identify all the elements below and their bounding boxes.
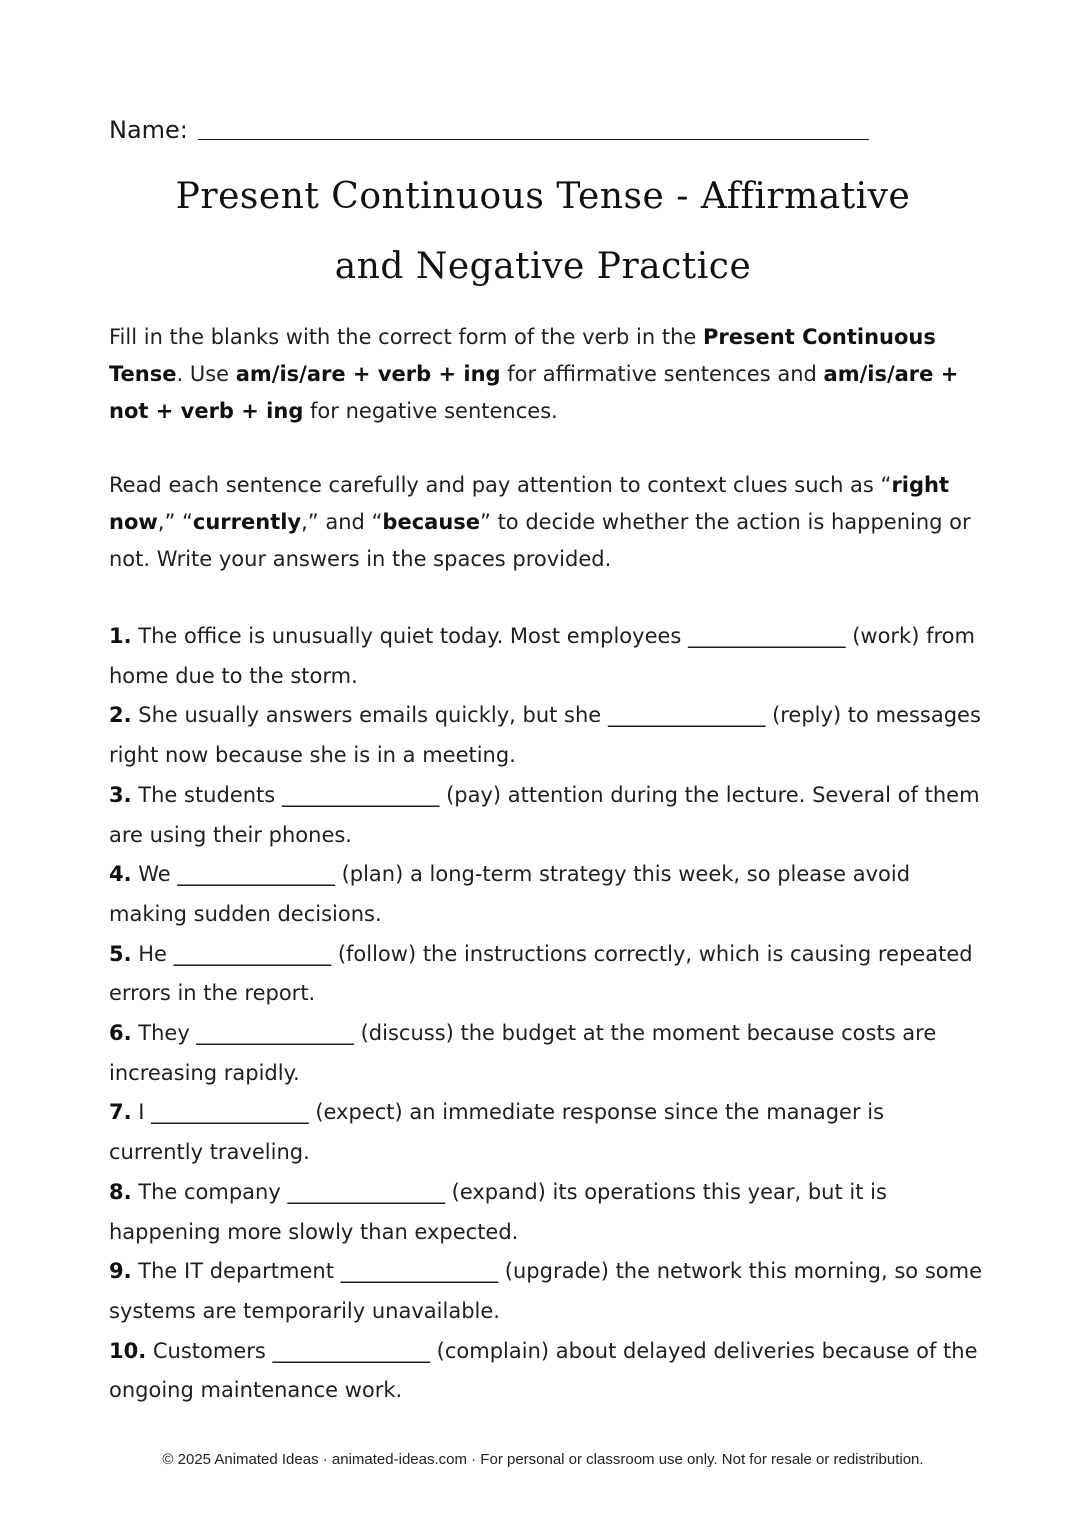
question-item [109,1173,984,1252]
instr1-bold-3: am/is/are + not + verb + ing [109,362,959,423]
copyright-footer: © 2025 Animated Ideas · animated-ideas.com · For personal or classroom use only. Not for resale or redistribution. [162,1451,924,1468]
instr1-bold-2: am/is/are + verb + ing [235,362,501,386]
title-line-1: Present Continuous Tense - Affirmative [175,176,911,217]
instr1-text-2: . Use [176,362,236,386]
instr1-text-1: Fill in the blanks with the correct form of the verb in the [109,325,704,349]
instr2-bold-2: currently [192,510,302,534]
question-item [109,617,984,696]
question-item [109,696,984,775]
question-number: 1. [109,624,132,648]
instr1-bold-1: Present Continuous Tense [109,325,936,386]
question-number: 6. [109,1021,132,1046]
instr2-text-3: ,” and “ [301,510,383,534]
question-item [109,1093,984,1172]
instr1-text-4: for negative sentences. [303,399,558,423]
question-number: 4. [109,862,132,887]
title-line-2: and Negative Practice [334,246,752,287]
question-item [109,776,984,855]
question-text: Customers _______________ (complain) about delayed deliveries because of the ongoing maintenance work. [109,1338,978,1403]
question-number: 2. [109,703,132,728]
question-text: We _______________ (plan) a long-term strategy this week, so please avoid making sudden decisions. [109,862,911,926]
question-item [109,1014,984,1093]
question-text: He _______________ (follow) the instructions correctly, which is causing repeated errors in the report. [109,941,973,1006]
instructions-paragraph-1 [109,319,979,430]
question-item [109,935,984,1014]
name-field-row [109,108,869,144]
question-list [109,617,984,1411]
question-number: 7. [109,1100,132,1125]
question-number: 8. [109,1179,132,1204]
instr2-bold-1: right now [109,473,950,534]
question-item [109,855,984,934]
instr2-text-1: Read each sentence carefully and pay attention to context clues such as “ [109,473,892,497]
question-text: The company _______________ (expand) its operations this year, but it is happening more slowly than expected. [109,1179,887,1244]
instr2-text-4: ” to decide whether the action is happening or not. Write your answers in the spaces provided. [109,510,971,571]
question-number: 5. [109,941,132,966]
question-text: I _______________ (expect) an immediate response since the manager is currently traveling. [109,1100,885,1165]
question-text: The office is unusually quiet today. Most employees _______________ (work) from home due to the storm. [109,624,975,688]
question-text: She usually answers emails quickly, but she _______________ (reply) to messages right now because she is in a meeting. [109,703,981,768]
question-text: They _______________ (discuss) the budget at the moment because costs are increasing rapidly. [109,1021,937,1085]
name-blank-line[interactable] [198,113,869,140]
question-number: 3. [109,782,132,807]
instr2-text-2: ,” “ [157,510,193,534]
instr1-text-3: for affirmative sentences and [500,362,824,386]
instructions-paragraph-2 [109,467,979,578]
worksheet-title [100,162,986,302]
question-item [109,1332,984,1411]
instr2-bold-3: because [382,510,481,534]
name-label: Name: [109,116,188,144]
question-text: The IT department _______________ (upgrade) the network this morning, so some systems are temporarily unavailable. [109,1259,982,1323]
question-number: 9. [109,1259,132,1284]
question-item [109,1252,984,1331]
question-text: The students _______________ (pay) attention during the lecture. Several of them are using their phones. [109,782,980,847]
question-number: 10. [109,1338,147,1363]
